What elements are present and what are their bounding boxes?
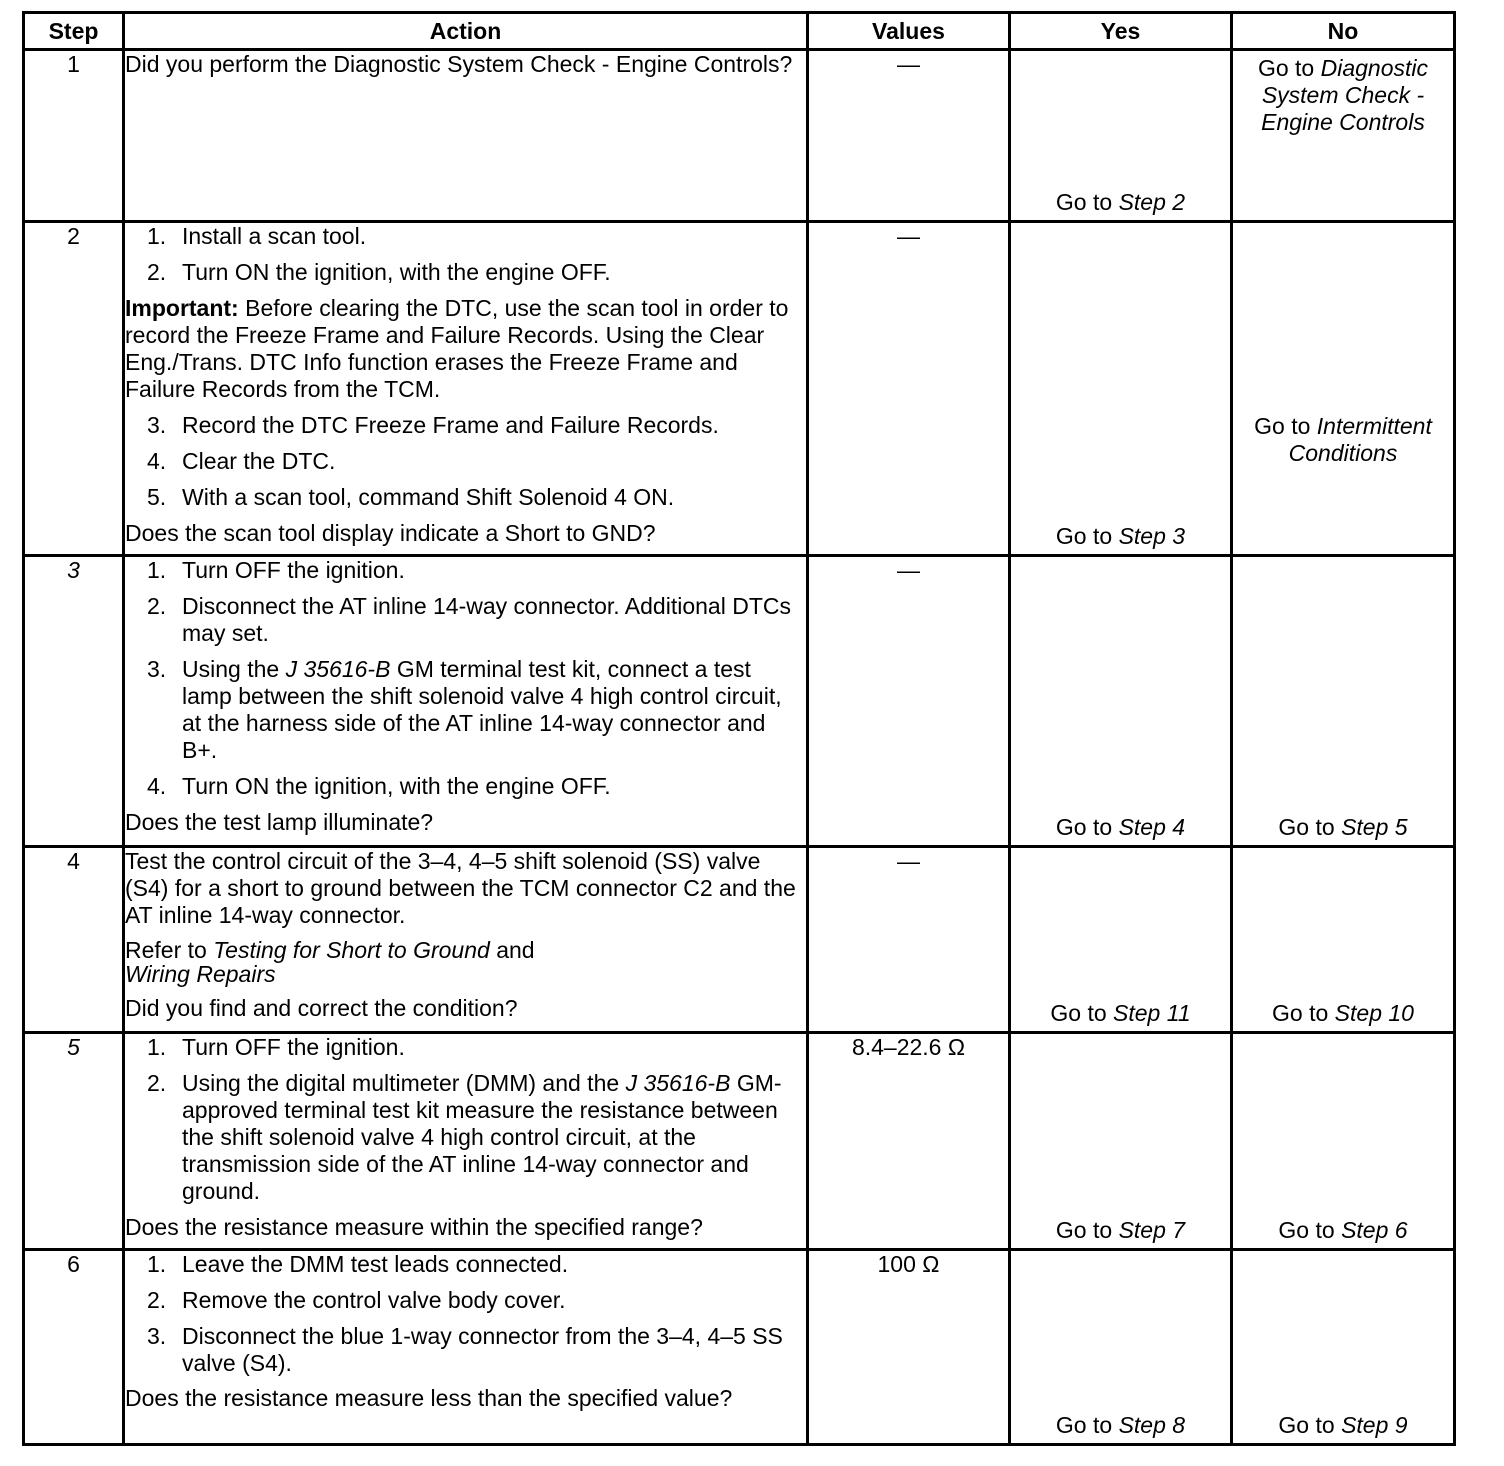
- table-row: [24, 1250, 1455, 1445]
- step-number: 2: [24, 222, 124, 556]
- table-row: [24, 50, 1455, 222]
- header-row: [24, 13, 1455, 50]
- value-text: 100 Ω: [877, 1251, 940, 1277]
- important-note: [125, 295, 806, 403]
- no-cell: [1232, 1033, 1455, 1250]
- table-row: [24, 1033, 1455, 1250]
- action-step: 3. Disconnect the blue 1-way connector from the 3–4, 4–5 SS valve (S4).: [147, 1323, 783, 1376]
- action-step: 4. Clear the DTC.: [147, 448, 336, 474]
- yes-target-link[interactable]: Step 4: [1118, 814, 1186, 840]
- action-step: 1. Leave the DMM test leads connected.: [147, 1251, 569, 1277]
- step-number: 5: [24, 1033, 124, 1250]
- values-cell: [808, 556, 1010, 847]
- action-steps: [125, 1034, 806, 1205]
- no-cell: [1232, 222, 1455, 556]
- no-prefix: Go to: [1272, 1000, 1329, 1026]
- yes-target-link[interactable]: Step 8: [1118, 1412, 1186, 1438]
- tool-reference: J 35616-B: [625, 1070, 731, 1096]
- action-steps: [125, 557, 806, 800]
- tool-reference: J 35616-B: [285, 656, 391, 682]
- yes-target-link[interactable]: Step 7: [1118, 1217, 1186, 1243]
- no-target-link[interactable]: Diagnostic System Check - Engine Controls: [1261, 55, 1429, 135]
- action-step: 1. Turn OFF the ignition.: [147, 1034, 405, 1060]
- no-target-link[interactable]: Intermittent Conditions: [1288, 413, 1432, 466]
- values-cell: [808, 50, 1010, 222]
- action-steps: [125, 1251, 806, 1377]
- action-cell: [124, 1250, 808, 1445]
- yes-prefix: Go to: [1055, 814, 1113, 840]
- value-text: —: [897, 223, 920, 249]
- no-cell: [1232, 50, 1455, 222]
- no-prefix: Go to: [1257, 55, 1315, 81]
- no-prefix: Go to: [1278, 1412, 1335, 1438]
- yes-prefix: Go to: [1055, 1412, 1113, 1438]
- no-target-link[interactable]: Step 5: [1341, 814, 1408, 840]
- step-number: 3: [24, 556, 124, 847]
- action-step: 2. Using the digital multimeter (DMM) and the J 35616-B GM-approved terminal test kit measure the resistance between the shift solenoid valve 4 high control circuit, at the transmission side of the AT inline 14-way connector and ground.: [147, 1070, 782, 1204]
- refer-link-wiring-repairs[interactable]: Wiring Repairs: [125, 961, 276, 987]
- header-step: Step: [24, 13, 124, 50]
- action-question: Does the test lamp illuminate?: [125, 809, 434, 835]
- action-question: Did you find and correct the condition?: [125, 995, 518, 1021]
- action-cell: [124, 1033, 808, 1250]
- action-cell: [124, 847, 808, 1033]
- action-step: 2. Disconnect the AT inline 14-way connector. Additional DTCs may set.: [147, 593, 791, 646]
- table-row: [24, 847, 1455, 1033]
- action-step: 4. Turn ON the ignition, with the engine OFF.: [147, 773, 611, 799]
- action-question: Does the resistance measure less than the specified value?: [125, 1385, 733, 1411]
- important-label: Important:: [125, 295, 239, 321]
- yes-cell: [1010, 50, 1232, 222]
- yes-cell: [1010, 1033, 1232, 1250]
- action-step: 2. Turn ON the ignition, with the engine OFF.: [147, 259, 611, 285]
- yes-prefix: Go to: [1055, 523, 1113, 549]
- action-cell: [124, 50, 808, 222]
- action-step: 2. Remove the control valve body cover.: [147, 1287, 566, 1313]
- values-cell: [808, 847, 1010, 1033]
- header-yes: Yes: [1010, 13, 1232, 50]
- yes-prefix: Go to: [1055, 189, 1113, 215]
- step-number: 6: [24, 1250, 124, 1445]
- action-step: 3. Using the J 35616-B GM terminal test kit, connect a test lamp between the shift solenoid valve 4 high control circuit, at the harness side of the AT inline 14-way connector and B+.: [147, 656, 782, 763]
- refer-note: Refer to Testing for Short to Ground and Wiring Repairs: [125, 937, 535, 987]
- yes-target-link[interactable]: Step 11: [1113, 1000, 1191, 1026]
- action-question: Did you perform the Diagnostic System Check - Engine Controls?: [125, 51, 793, 77]
- values-cell: [808, 1033, 1010, 1250]
- action-steps: [125, 223, 806, 286]
- no-cell: [1232, 1250, 1455, 1445]
- diagnostic-table: [22, 11, 1456, 1446]
- no-target-link[interactable]: Step 10: [1334, 1000, 1414, 1026]
- values-cell: [808, 1250, 1010, 1445]
- yes-target-link[interactable]: Step 3: [1118, 523, 1186, 549]
- action-text: Test the control circuit of the 3–4, 4–5 shift solenoid (SS) valve (S4) for a short to ground between the TCM connector C2 and the AT inline 14-way connector.: [125, 848, 796, 928]
- header-no: No: [1232, 13, 1455, 50]
- yes-prefix: Go to: [1050, 1000, 1107, 1026]
- step-number: 1: [24, 50, 124, 222]
- action-cell: [124, 222, 808, 556]
- no-target-link[interactable]: Step 6: [1341, 1217, 1408, 1243]
- yes-cell: [1010, 556, 1232, 847]
- yes-cell: [1010, 222, 1232, 556]
- important-text: Before clearing the DTC, use the scan tool in order to record the Freeze Frame and Failure Records. Using the Clear Eng./Trans. DTC Info function erases the Freeze Frame and Failure Records from the TCM.: [125, 295, 789, 402]
- action-cell: [124, 556, 808, 847]
- value-text: —: [897, 557, 920, 583]
- yes-prefix: Go to: [1055, 1217, 1113, 1243]
- action-step: 1. Turn OFF the ignition.: [147, 557, 405, 583]
- no-cell: [1232, 556, 1455, 847]
- yes-cell: [1010, 847, 1232, 1033]
- action-question: Does the scan tool display indicate a Short to GND?: [125, 520, 656, 546]
- no-cell: [1232, 847, 1455, 1033]
- step-number: 4: [24, 847, 124, 1033]
- table-row: [24, 222, 1455, 556]
- refer-link-short-to-ground[interactable]: Testing for Short to Ground: [213, 937, 490, 963]
- action-step: 1. Install a scan tool.: [147, 223, 367, 249]
- values-cell: [808, 222, 1010, 556]
- value-text: —: [897, 848, 920, 874]
- no-prefix: Go to: [1278, 1217, 1335, 1243]
- no-prefix: Go to: [1278, 814, 1335, 840]
- header-values: Values: [808, 13, 1010, 50]
- value-text: —: [897, 51, 920, 77]
- header-action: Action: [124, 13, 808, 50]
- value-text: 8.4–22.6 Ω: [851, 1034, 966, 1060]
- no-prefix: Go to: [1254, 413, 1311, 439]
- yes-cell: [1010, 1250, 1232, 1445]
- action-question: Does the resistance measure within the specified range?: [125, 1214, 703, 1240]
- yes-target-link[interactable]: Step 2: [1118, 189, 1186, 215]
- action-step: 5. With a scan tool, command Shift Solenoid 4 ON.: [147, 484, 675, 510]
- no-target-link[interactable]: Step 9: [1341, 1412, 1408, 1438]
- action-step: 3. Record the DTC Freeze Frame and Failure Records.: [147, 412, 719, 438]
- action-steps: [125, 412, 806, 511]
- table-row: [24, 556, 1455, 847]
